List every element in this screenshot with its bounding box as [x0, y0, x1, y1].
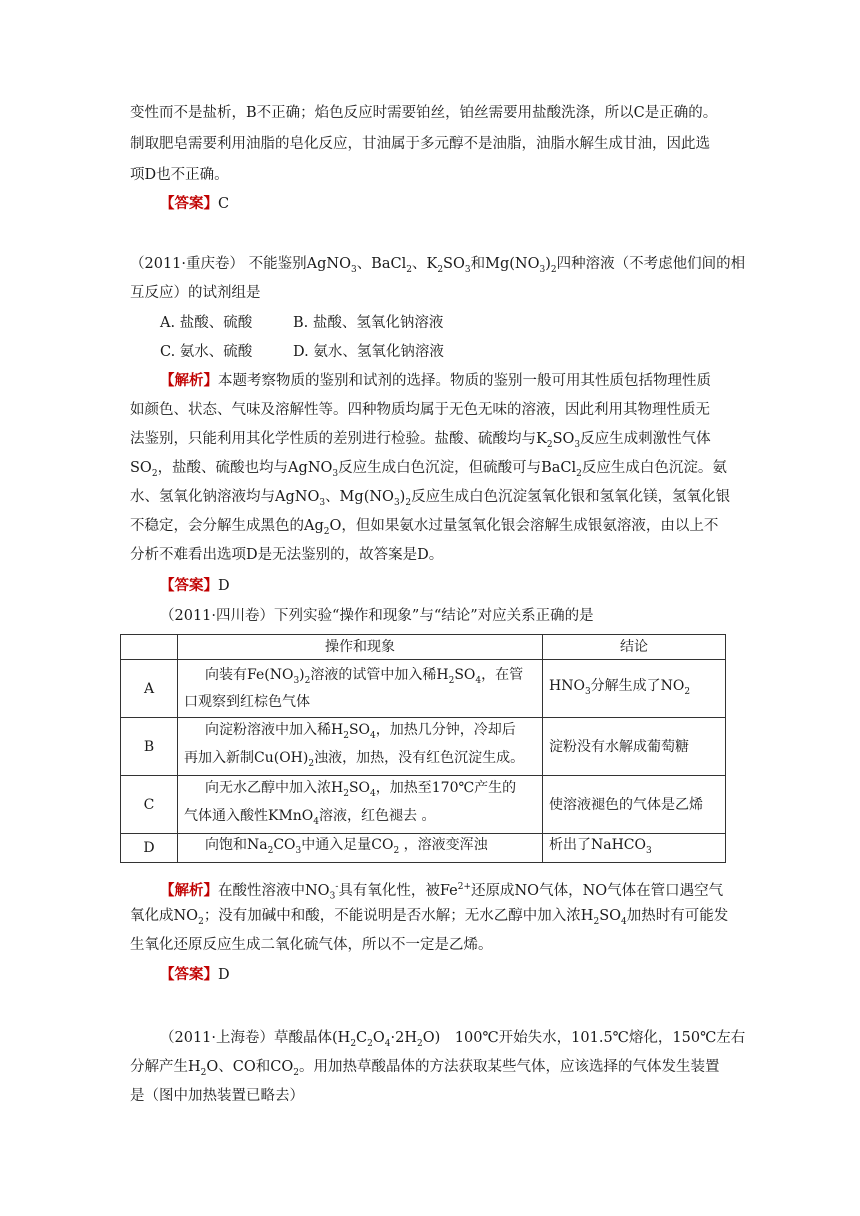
intro-line-2: 制取肥皂需要利用油脂的皂化反应，甘油属于多元醇不是油脂，油脂水解生成甘油，因此选: [130, 136, 710, 152]
stem-text: O、CO和CO: [206, 1059, 294, 1075]
analysis-text: 反应生成白色沉淀，但硫酸可与BaCl: [338, 460, 577, 476]
stem-text: C: [356, 1030, 368, 1046]
subscript: 2: [437, 264, 444, 275]
stem-text: 、K: [411, 256, 438, 272]
intro-line-3: 项D也不正确。: [130, 167, 229, 183]
row-label: B: [121, 718, 178, 776]
subscript: 2: [405, 497, 412, 508]
subscript: 2: [343, 730, 349, 741]
row-operation: [178, 718, 543, 776]
subscript: 4: [621, 916, 627, 927]
q2-option-d: D. 氨水、氢氧化钠溶液: [293, 344, 444, 360]
op-text: ): [299, 666, 305, 683]
subscript: 2: [393, 845, 400, 856]
op-text: ，溶液变浑浊: [399, 837, 488, 853]
analysis-text: 反应生成白色沉淀氢氧化银和氢氧化镁，氢氧化银: [411, 489, 731, 505]
subscript: 2: [198, 916, 204, 927]
analysis-text: 具有氧化性，被Fe: [338, 882, 458, 899]
subscript: 3: [329, 891, 336, 902]
stem-text: ·2H: [390, 1030, 417, 1046]
q2-option-a: A. 盐酸、硫酸: [160, 315, 253, 331]
table-header-conclusion: 结论: [543, 635, 726, 660]
subscript: 2: [546, 439, 553, 450]
analysis-text: 、Mg(NO: [325, 489, 394, 505]
op-text: 气体通入酸性KMnO: [184, 807, 314, 824]
subscript: 3: [295, 845, 302, 856]
analysis-text: 在酸性溶液中NO: [218, 882, 330, 899]
row-operation: [178, 660, 543, 718]
subscript: 3: [574, 439, 581, 450]
analysis-text: SO: [130, 460, 152, 476]
row-label: D: [121, 834, 178, 863]
subscript: 3: [332, 468, 339, 479]
q2-stem-line-2: 互反应）的试剂组是: [130, 285, 261, 301]
subscript: 4: [313, 816, 320, 827]
q4-stem-line-2: [130, 1057, 719, 1083]
answer-label: 【答案】: [160, 577, 218, 594]
subscript: 2: [151, 468, 158, 479]
stem-text: 四种溶液（不考虑他们间的相: [556, 256, 746, 272]
analysis-text: 本题考察物质的鉴别和试剂的选择。物质的鉴别一般可用其性质包括物理性质: [218, 373, 711, 389]
q3-analysis-line-3: 生氧化还原反应生成二氧化硫气体，所以不一定是乙烯。: [130, 937, 493, 953]
stem-text: 能鉴别AgNO: [263, 256, 351, 272]
subscript: 3: [350, 264, 357, 275]
answer-1: [160, 194, 229, 214]
answer-label: 【答案】: [160, 966, 218, 983]
subscript: 2: [550, 264, 557, 275]
op-text: 口观察到红棕色气体: [184, 694, 310, 711]
row-label: C: [121, 776, 178, 834]
row-conclusion: 使溶液褪色的气体是乙烯: [543, 776, 726, 834]
table-header-blank: [121, 635, 178, 660]
op-text: 溶液，红色褪去 。: [319, 807, 436, 824]
analysis-text: 还原成NO气体，NO气体在管口遇空气: [471, 882, 724, 899]
op-text: SO: [348, 721, 371, 738]
subscript: 4: [370, 788, 376, 799]
row-operation: [178, 776, 543, 834]
op-text: SO: [348, 779, 371, 796]
row-conclusion: [543, 834, 726, 863]
subscript: 3: [464, 264, 471, 275]
subscript: 4: [370, 730, 376, 741]
op-text: 中通入足量CO: [301, 837, 394, 853]
analysis-text: SO: [599, 908, 622, 924]
analysis-text: 不稳定，会分解生成黑色的Ag: [130, 518, 324, 534]
op-text: 向无水乙醇中加入浓H: [205, 779, 344, 796]
q2-analysis-line-1: [160, 371, 711, 391]
subscript: 3: [539, 264, 546, 275]
analysis-text: ；没有加碱中和酸，不能说明是否水解；无水乙醇中加入浓H: [203, 908, 594, 924]
table-row: [121, 776, 726, 834]
op-text: ，加热几分钟，冷却后: [375, 721, 516, 738]
op-text: 向装有Fe(NO: [205, 666, 294, 683]
subscript: 3: [646, 845, 652, 856]
stem-text: 、BaCl: [356, 256, 407, 272]
analysis-text: ): [399, 489, 406, 505]
intro-line-1: 变性而不是盐析，B不正确；焰色反应时需要铂丝，铂丝需要用盐酸洗涤，所以C是正确的。: [130, 105, 718, 121]
subscript: 2: [593, 916, 600, 927]
stem-text: 。用加热草酸晶体的方法获取某些气体，应该选择的气体发生装置: [298, 1059, 720, 1075]
q2-analysis-line-5: [130, 487, 730, 513]
stem-text: O: [372, 1030, 385, 1046]
q2-analysis-line-6: [130, 516, 718, 542]
subscript: 4: [384, 1038, 391, 1049]
row-label: A: [121, 660, 178, 718]
superscript: 2+: [457, 882, 471, 892]
q4-stem-line-3: 是（图中加热装置已略去）: [130, 1088, 304, 1104]
op-text: 浊液，加热，没有红色沉淀生成。: [314, 749, 525, 766]
subscript: 3: [584, 686, 591, 697]
stem-text: 和Mg(NO: [470, 256, 540, 272]
superscript: -: [335, 882, 339, 892]
subscript: 2: [293, 1067, 299, 1078]
table-row: [121, 660, 726, 718]
analysis-text: 加热时有可能发: [626, 908, 729, 924]
analysis-text: O，但如果氨水过量氢氧化银会溶解生成银氨溶液，由以上不: [329, 518, 719, 534]
answer-value: D: [218, 967, 230, 983]
analysis-label: 【解析】: [160, 372, 218, 389]
subscript: 2: [304, 675, 311, 686]
row-operation: [178, 834, 543, 863]
analysis-text: 法鉴别，只能利用其化学性质的差别进行检验。盐酸、硫酸均与K: [130, 431, 547, 447]
op-text: 向饱和Na: [205, 837, 268, 853]
table-row: [121, 718, 726, 776]
answer-value: D: [218, 578, 230, 594]
conclusion-text: 分解生成了NO: [590, 677, 685, 694]
op-text: ，在管: [481, 666, 524, 683]
q2-analysis-line-4: [130, 458, 727, 484]
analysis-text: SO: [552, 431, 575, 447]
subscript: 3: [319, 497, 326, 508]
subscript: 2: [200, 1067, 207, 1078]
conclusion-text: HNO: [549, 677, 585, 694]
op-text: ，加热至170℃产生的: [375, 779, 517, 796]
analysis-text: 氧化成NO: [130, 908, 199, 924]
q2-analysis-line-3: [130, 429, 711, 455]
q2-option-c: C. 氨水、硫酸: [160, 344, 253, 360]
analysis-label: 【解析】: [160, 881, 218, 899]
table-header-row: [121, 635, 726, 660]
subscript: 2: [576, 468, 582, 479]
q2-analysis-line-2: 如颜色、状态、气味及溶解性等。四种物质均属于无色无味的溶液，因此利用其物理性质无: [130, 402, 710, 418]
subscript: 2: [343, 788, 349, 799]
q2-option-b: B. 盐酸、氢氧化钠溶液: [293, 315, 444, 331]
stem-text: （2011·上海卷）草酸晶体(H: [160, 1030, 351, 1046]
subscript: 2: [308, 758, 315, 769]
subscript: 2: [406, 264, 412, 275]
answer-3: [160, 965, 230, 985]
op-text: SO: [454, 666, 476, 683]
analysis-text: 水、氢氧化钠溶液均与AgNO: [130, 489, 320, 505]
row-conclusion: 淀粉没有水解成葡萄糖: [543, 718, 726, 776]
subscript: 3: [293, 675, 300, 686]
op-text: 向淀粉溶液中加入稀H: [205, 721, 344, 738]
experiment-table: [120, 634, 726, 863]
subscript: 3: [393, 497, 400, 508]
answer-2: [160, 576, 230, 596]
table-row: [121, 834, 726, 863]
emphasis-dot: 不: [248, 256, 264, 272]
op-text: 再加入新制Cu(OH): [184, 749, 309, 766]
table-header-operation: 操作和现象: [178, 635, 543, 660]
stem-text: O) 100℃开始失水，101.5℃熔化，150℃左右: [422, 1030, 746, 1046]
subscript: 2: [417, 1038, 423, 1049]
q3-stem: （2011·四川卷）下列实验“操作和现象”与“结论”对应关系正确的是: [160, 608, 594, 624]
conclusion-text: 析出了NaHCO: [549, 837, 646, 853]
answer-label: 【答案】: [160, 195, 218, 212]
subscript: 2: [367, 1038, 373, 1049]
q3-analysis-line-2: [130, 906, 728, 932]
op-text: 溶液的试管中加入稀H: [310, 666, 449, 683]
row-conclusion: [543, 660, 726, 718]
analysis-text: ，盐酸、硫酸也均与AgNO: [157, 460, 333, 476]
analysis-text: 反应生成白色沉淀。氨: [581, 460, 727, 476]
subscript: 2: [267, 845, 274, 856]
subscript: 2: [684, 686, 691, 697]
answer-value: C: [218, 196, 230, 212]
q4-stem-line-1: [160, 1028, 745, 1054]
stem-text: ): [545, 256, 551, 272]
q2-stem-line-1: [130, 254, 745, 280]
q2-analysis-line-7: 分析不难看出选项D是无法鉴别的，故答案是D。: [130, 547, 444, 563]
stem-text: 分解产生H: [130, 1059, 201, 1075]
subscript: 2: [448, 675, 455, 686]
subscript: 4: [475, 675, 482, 686]
subscript: 2: [323, 526, 330, 537]
op-text: CO: [273, 837, 296, 853]
stem-text: SO: [443, 256, 465, 272]
subscript: 2: [350, 1038, 357, 1049]
source-tag: （2011·重庆卷）: [130, 256, 245, 272]
q3-analysis-line-1: [160, 877, 723, 907]
analysis-text: 反应生成刺激性气体: [580, 431, 711, 447]
